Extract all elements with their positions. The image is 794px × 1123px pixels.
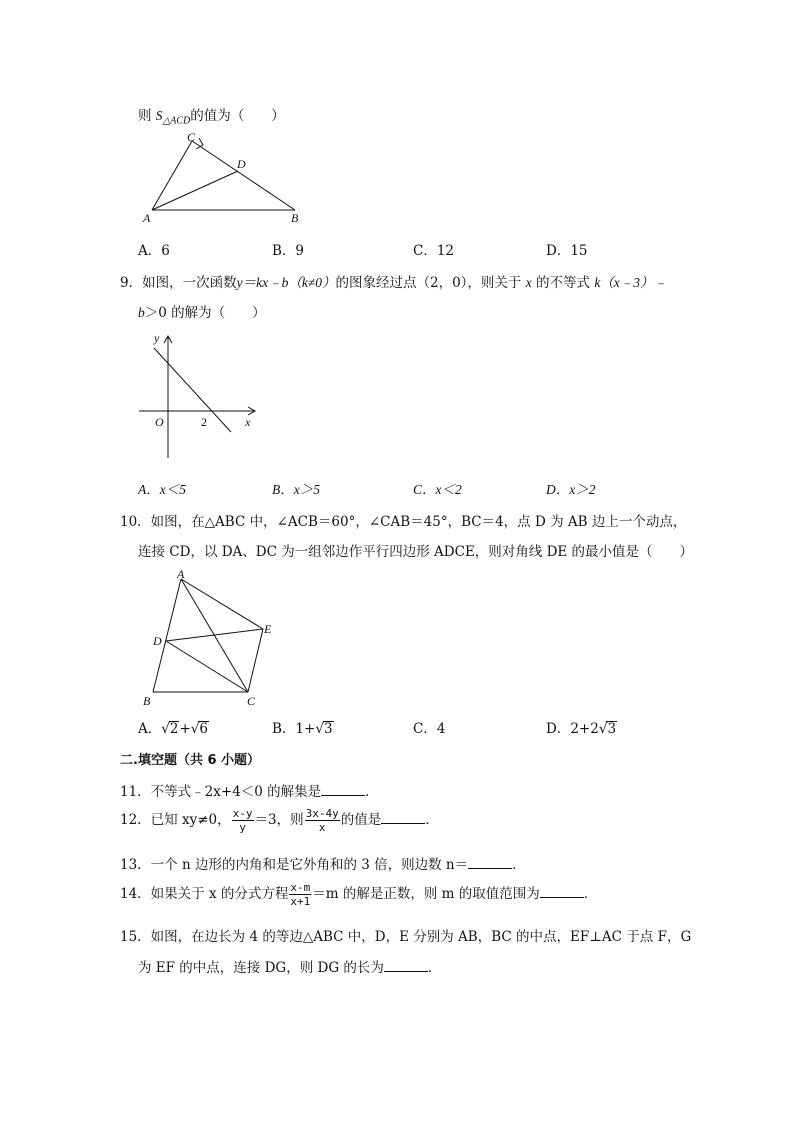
q9-option-a[interactable]: A．x＜5 bbox=[138, 482, 186, 497]
q10-label-c: C bbox=[247, 694, 256, 708]
q9-label-y: y bbox=[154, 331, 160, 345]
q10-stem-line1: 10．如图，在△ABC 中，∠ACB＝60°，∠CAB＝45°，BC＝4，点 D 为 AB 边上一个动点， bbox=[120, 514, 687, 530]
q9-graph-figure bbox=[135, 330, 265, 462]
q9-label-o: O bbox=[155, 415, 164, 429]
q9-option-c[interactable]: C．x＜2 bbox=[413, 482, 462, 497]
q10-label-d: D bbox=[153, 634, 162, 648]
q10-label-a: A bbox=[177, 567, 185, 581]
q12-answer-blank[interactable] bbox=[381, 810, 425, 824]
q11-answer-blank[interactable] bbox=[321, 782, 365, 796]
q10-option-b[interactable]: B．1+√3 bbox=[272, 721, 333, 737]
q9-stem-line1: 9．如图，一次函数y＝kx﹣b（k≠0）的图象经过点（2，0），则关于 x 的不等式 k（x﹣3）﹣ bbox=[120, 275, 668, 291]
q12-fraction-1: $\frac{x-y}{y}$ bbox=[232, 807, 253, 834]
q13-answer-blank[interactable] bbox=[468, 855, 512, 869]
q8-label-d: D bbox=[237, 157, 246, 171]
q8-option-a[interactable]: A．6 bbox=[138, 243, 170, 259]
q9-option-b[interactable]: B．x＞5 bbox=[272, 482, 320, 497]
q10-label-b: B bbox=[143, 694, 151, 708]
q15-line1: 15．如图，在边长为 4 的等边△ABC 中，D，E 分别为 AB，BC 的中点，EF⊥AC 于点 F，G bbox=[120, 929, 692, 945]
q11: 11．不等式﹣2x+4＜0 的解集是 ． bbox=[120, 784, 379, 800]
q9-option-d[interactable]: D．x＞2 bbox=[546, 482, 596, 497]
q8-option-d[interactable]: D．15 bbox=[546, 243, 588, 259]
q8-triangle-figure bbox=[135, 128, 310, 228]
q14-fraction: $\frac{x-m}{x+1}$ bbox=[290, 881, 311, 908]
q10-option-a[interactable]: A．√2+√6 bbox=[138, 721, 208, 737]
q8-option-c[interactable]: C．12 bbox=[413, 243, 455, 259]
q8-label-c: C bbox=[187, 130, 196, 144]
q15-line2: 为 EF 的中点，连接 DG，则 DG 的长为 ． bbox=[138, 960, 442, 976]
q9-label-x: x bbox=[245, 415, 251, 429]
q10-option-d[interactable]: D．2+2√3 bbox=[546, 721, 617, 737]
q10-option-c[interactable]: C．4 bbox=[413, 721, 446, 737]
q10-stem-line2: 连接 CD，以 DA、DC 为一组邻边作平行四边形 ADCE，则对角线 DE 的最小值是（ ） bbox=[138, 544, 694, 560]
q10-label-e: E bbox=[264, 622, 272, 636]
q15-answer-blank[interactable] bbox=[384, 958, 428, 972]
q10-parallelogram-figure bbox=[135, 566, 285, 712]
q12-fraction-2: $\frac{3x-4y}{x}$ bbox=[305, 807, 339, 834]
q8-label-a: A bbox=[143, 211, 151, 225]
q9-stem-line2: b＞0 的解为（ ） bbox=[138, 305, 266, 321]
q8-option-b[interactable]: B．9 bbox=[272, 243, 305, 259]
q14-answer-blank[interactable] bbox=[540, 884, 584, 898]
section-fill-in-title: 二.填空题（共 6 小题） bbox=[120, 753, 261, 768]
q8-stem: 则 $S_{\triangle ACD}$的值为（ ） bbox=[138, 108, 285, 127]
q13: 13．一个 n 边形的内角和是它外角和的 3 倍，则边数 n＝ ． bbox=[120, 857, 526, 873]
q12: 12．已知 xy≠0， $\frac{x-y}{y}$ ＝3，则 $\frac{3x-4y}{x}$ 的值是 ． bbox=[120, 807, 439, 834]
q8-label-b: B bbox=[291, 211, 299, 225]
q14: 14．如果关于 x 的分式方程 $\frac{x-m}{x+1}$ ＝m 的解是正数，则 m 的取值范围为 ． bbox=[120, 881, 598, 908]
q9-label-2: 2 bbox=[201, 415, 207, 429]
